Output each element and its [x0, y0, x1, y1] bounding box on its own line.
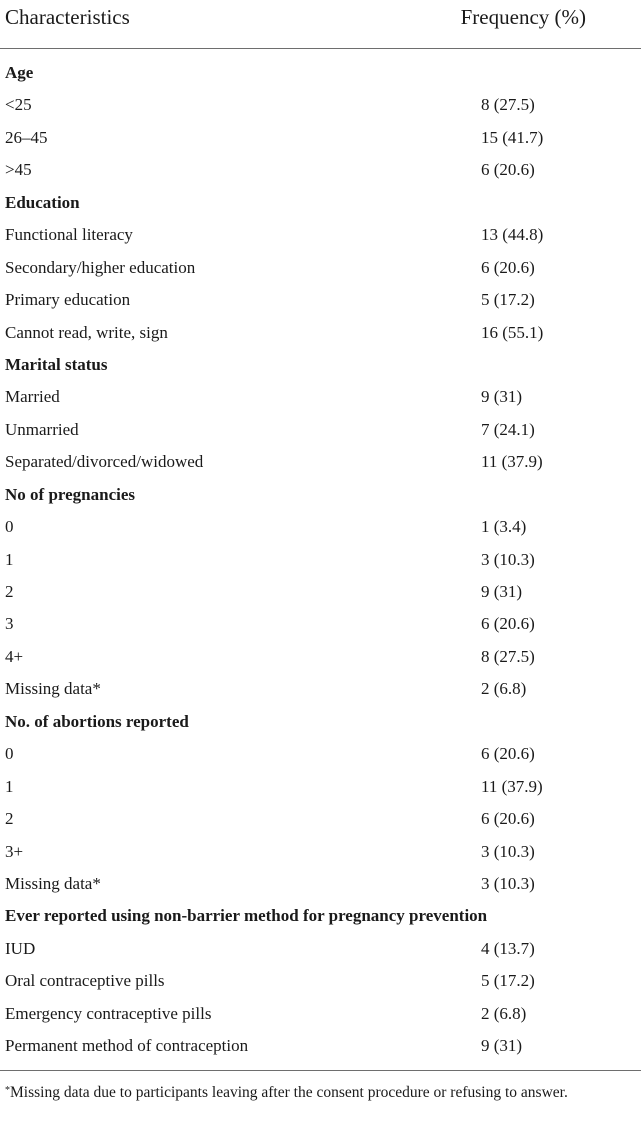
row-frequency-value: 15 (41.7): [481, 127, 544, 147]
row-label: 3: [5, 614, 14, 634]
row-label: Secondary/higher education: [5, 257, 196, 277]
table-row: [0, 576, 641, 608]
table-footnote: [0, 1071, 641, 1104]
row-label: 2: [5, 582, 14, 601]
row-frequency-value: 9 (31): [481, 387, 523, 407]
row-label: Primary education: [5, 290, 131, 310]
row-frequency-value: 7 (24.1): [481, 419, 535, 439]
row-frequency-value: 4 (13.7): [481, 938, 535, 958]
row-frequency-value: 13 (44.8): [481, 225, 544, 245]
row-label: IUD: [5, 938, 36, 958]
row-frequency-value: 5 (17.2): [481, 290, 535, 310]
row-label: Emergency contraceptive pills: [5, 1003, 212, 1023]
row-frequency-value: 6 (20.6): [481, 160, 535, 180]
table-row: [0, 1030, 641, 1062]
row-frequency-value: 6 (20.6): [481, 257, 535, 277]
row-frequency-value: 3 (10.3): [481, 873, 535, 893]
table-row: [0, 446, 641, 478]
table-row: [0, 868, 641, 900]
row-frequency-value: 3 (10.3): [481, 549, 535, 569]
row-frequency-value: 1 (3.4): [481, 517, 527, 537]
section-heading-row: [0, 187, 641, 219]
row-label: 26–45: [5, 127, 48, 147]
row-label: >45: [5, 160, 32, 180]
row-label: Cannot read, write, sign: [5, 322, 168, 342]
table-header: [0, 0, 641, 49]
row-label: 1: [5, 776, 14, 796]
characteristics-column-header: Characteristics: [5, 5, 130, 29]
table-row: [0, 641, 641, 673]
row-label: 0: [5, 744, 14, 764]
row-frequency-value: 8 (27.5): [481, 95, 535, 115]
row-label: Unmarried: [5, 419, 79, 439]
table-row: [0, 414, 641, 446]
row-frequency-value: 3 (10.3): [481, 841, 535, 861]
frequency-column-header: Frequency (%): [460, 5, 586, 29]
row-frequency-value: 6 (20.6): [481, 744, 535, 764]
table-row: [0, 998, 641, 1030]
table-row: [0, 154, 641, 186]
table-row: [0, 771, 641, 803]
section-heading-row: [0, 349, 641, 381]
table-row: [0, 933, 641, 965]
footnote-marker: *: [5, 1084, 10, 1096]
section-heading: Age: [5, 63, 34, 82]
row-label: Permanent method of contraception: [5, 1036, 249, 1056]
table-row: [0, 511, 641, 543]
row-frequency-value: 2 (6.8): [481, 679, 527, 699]
row-label: 3+: [5, 841, 24, 861]
section-heading-row: [0, 479, 641, 511]
footnote-text: Missing data due to participants leaving after the consent procedure or refusing to answer.: [10, 1083, 568, 1101]
row-frequency-value: 6 (20.6): [481, 614, 535, 634]
table-body: [0, 49, 641, 1071]
row-label: 2: [5, 809, 14, 829]
table-row: [0, 317, 641, 349]
section-heading: No. of abortions reported: [5, 711, 189, 731]
section-heading: Education: [5, 192, 80, 212]
row-label: 4+: [5, 646, 24, 666]
table-row: [0, 965, 641, 997]
row-label: Married: [5, 387, 60, 407]
row-frequency-value: 6 (20.6): [481, 809, 535, 829]
row-label: Missing data*: [5, 873, 101, 893]
row-label: Oral contraceptive pills: [5, 971, 165, 991]
row-label: <25: [5, 95, 32, 115]
table-row: [0, 544, 641, 576]
row-frequency-value: 8 (27.5): [481, 646, 535, 666]
table-row: [0, 89, 641, 121]
section-heading-row: [0, 900, 641, 932]
table-row: [0, 608, 641, 640]
row-frequency-value: 2 (6.8): [481, 1003, 527, 1023]
row-label: Separated/divorced/widowed: [5, 452, 204, 472]
row-frequency-value: 11 (37.9): [481, 452, 543, 472]
row-label: Missing data*: [5, 679, 101, 699]
row-frequency-value: 5 (17.2): [481, 971, 535, 991]
row-label: 1: [5, 549, 14, 569]
row-frequency-value: 11 (37.9): [481, 776, 543, 796]
table-row: [0, 836, 641, 868]
row-frequency-value: 9 (31): [481, 582, 523, 601]
row-frequency-value: 9 (31): [481, 1036, 523, 1056]
table-row: [0, 381, 641, 413]
section-heading-row: [0, 57, 641, 89]
table-row: [0, 803, 641, 835]
table-row: [0, 219, 641, 251]
section-heading: No of pregnancies: [5, 484, 136, 504]
section-heading-row: [0, 706, 641, 738]
table-row: [0, 738, 641, 770]
section-heading: Marital status: [5, 354, 108, 374]
table-row: [0, 122, 641, 154]
row-label: 0: [5, 517, 14, 537]
table-row: [0, 252, 641, 284]
table-row: [0, 673, 641, 705]
row-label: Functional literacy: [5, 225, 133, 245]
row-frequency-value: 16 (55.1): [481, 322, 544, 342]
section-heading: Ever reported using non-barrier method for pregnancy prevention: [5, 906, 488, 926]
table-row: [0, 284, 641, 316]
